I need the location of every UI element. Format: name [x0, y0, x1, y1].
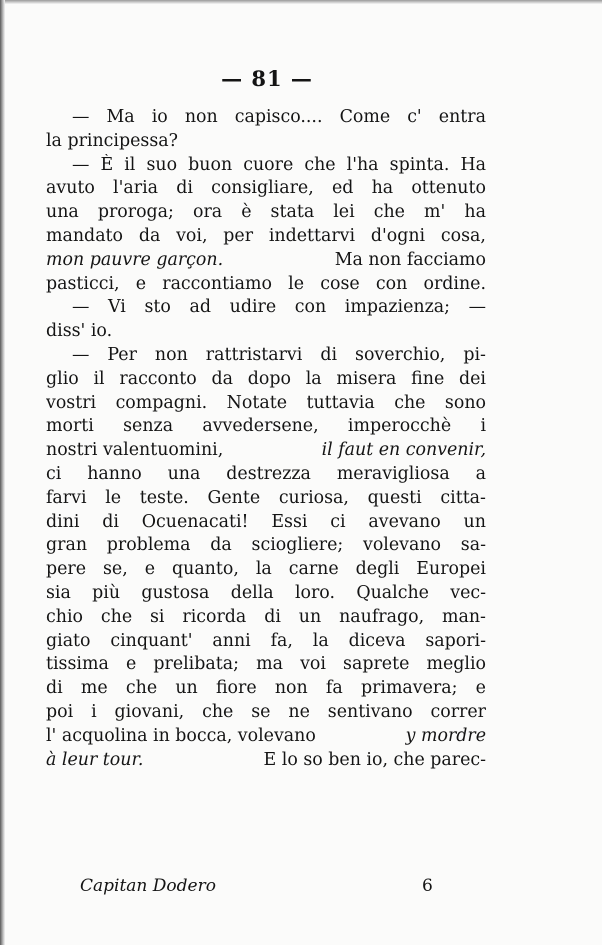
- word: cose: [320, 273, 360, 294]
- text-span: l' acquolina in bocca, volevano: [46, 725, 322, 746]
- word: impazienza;: [344, 297, 450, 318]
- word: l'aria: [113, 178, 159, 199]
- text-span: Ma non facciamo: [329, 249, 486, 270]
- word: raccontiamo: [162, 273, 272, 294]
- word: volevano: [363, 535, 442, 556]
- text-line: [46, 511, 486, 535]
- text-line: [46, 439, 486, 463]
- word: mandato: [46, 225, 124, 246]
- word: per: [223, 225, 254, 246]
- word: le: [288, 273, 305, 294]
- word: gustosa: [141, 582, 210, 603]
- italic-span: à leur tour.: [46, 749, 144, 770]
- word: correr: [430, 701, 486, 722]
- word: man-: [442, 606, 486, 627]
- word: racconto: [119, 368, 197, 389]
- text-line: [46, 368, 486, 392]
- text-line: [46, 154, 486, 178]
- word: consigliare,: [211, 178, 314, 199]
- word: non: [184, 107, 218, 127]
- word: farvi: [46, 487, 87, 508]
- word: questi: [367, 487, 422, 508]
- page-binding-shadow: [0, 0, 5, 945]
- word: compagni.: [115, 392, 208, 413]
- word: spinta.: [389, 154, 450, 175]
- word: sono: [444, 392, 486, 413]
- word: di: [176, 178, 193, 199]
- word: la: [255, 559, 272, 580]
- text-line: [46, 749, 486, 773]
- word: dei: [459, 368, 486, 389]
- word: la: [312, 630, 329, 651]
- word: della: [230, 582, 274, 603]
- word: stata: [270, 202, 315, 223]
- word: meravigliosa: [336, 463, 450, 484]
- word: anni: [212, 630, 251, 651]
- word: glio: [46, 368, 79, 389]
- word: cinquant': [110, 630, 193, 651]
- word: e: [475, 678, 486, 699]
- italic-span: il faut en convenir,: [321, 440, 486, 461]
- word: naufrago,: [339, 606, 425, 627]
- word: sa-: [460, 535, 486, 556]
- text-line: [46, 701, 486, 725]
- word: ne: [288, 701, 310, 722]
- word: giato: [46, 630, 91, 651]
- text-line: [46, 273, 486, 297]
- word: giovani,: [114, 701, 185, 722]
- word: —: [468, 297, 486, 318]
- word: vec-: [450, 582, 486, 603]
- text-line: [46, 582, 486, 606]
- word: e: [125, 654, 137, 675]
- word: carne: [288, 559, 339, 580]
- page-top-edge: [0, 0, 602, 4]
- word: fiore: [215, 678, 257, 699]
- word: un: [175, 678, 198, 699]
- word: d'ogni: [370, 225, 426, 246]
- word: non: [274, 678, 308, 699]
- word: che: [304, 154, 336, 175]
- word: l'ha: [346, 154, 379, 175]
- word: loro.: [294, 582, 335, 603]
- text-line: la principessa?: [46, 130, 178, 151]
- word: capisco....: [234, 107, 323, 127]
- word: ricorda: [182, 606, 247, 627]
- word: i: [480, 416, 486, 437]
- word: di: [320, 344, 338, 365]
- word: con: [294, 297, 327, 318]
- word: —: [72, 344, 90, 365]
- word: primavera;: [360, 678, 458, 699]
- word: e: [144, 559, 156, 580]
- word: di: [102, 511, 119, 532]
- word: —: [72, 107, 90, 127]
- word: voi,: [176, 225, 208, 246]
- word: se: [251, 701, 271, 722]
- word: avevano: [368, 511, 441, 532]
- word: vostri: [46, 392, 97, 413]
- word: teste.: [139, 487, 189, 508]
- word: pi-: [463, 344, 486, 365]
- text-line: [46, 201, 486, 225]
- word: problema: [106, 535, 191, 556]
- word: ed: [331, 178, 354, 199]
- word: saprete: [343, 654, 410, 675]
- word: sciogliere;: [251, 535, 344, 556]
- word: sia: [46, 582, 71, 603]
- word: le: [105, 487, 122, 508]
- word: un: [298, 606, 322, 627]
- text-line: [46, 487, 486, 511]
- word: Ma: [106, 107, 135, 127]
- text-span: nostri valentuomini,: [46, 440, 229, 461]
- word: c': [407, 107, 422, 127]
- word: fa: [325, 678, 343, 699]
- word: non: [154, 344, 188, 365]
- word: ha: [371, 178, 394, 199]
- word: Come: [339, 107, 391, 127]
- word: tuttavia: [306, 392, 375, 413]
- word: me: [80, 678, 108, 699]
- word: indettarvi: [268, 225, 356, 246]
- word: sapori-: [425, 630, 486, 651]
- word: ha: [464, 202, 486, 223]
- word: io: [151, 107, 168, 127]
- word: curiosa,: [278, 487, 349, 508]
- word: il: [124, 154, 136, 175]
- word: più: [92, 582, 121, 603]
- word: hanno: [87, 463, 142, 484]
- italic-span: mon pauvre garçon.: [46, 249, 224, 270]
- text-line: [46, 392, 486, 416]
- word: citta-: [440, 487, 486, 508]
- word: che: [373, 202, 405, 223]
- word: chio: [46, 606, 83, 627]
- word: dopo: [247, 368, 291, 389]
- text-line: [46, 225, 486, 249]
- word: rattristarvi: [205, 344, 303, 365]
- word: buon: [188, 154, 233, 175]
- word: imperocchè: [347, 416, 452, 437]
- word: soverchio,: [355, 344, 446, 365]
- text-line: diss' io.: [46, 321, 113, 342]
- word: ordine.: [423, 273, 486, 294]
- word: Qualche: [356, 582, 429, 603]
- word: lei: [333, 202, 355, 223]
- text-line: [46, 296, 486, 320]
- word: si: [150, 606, 165, 627]
- word: con: [375, 273, 408, 294]
- word: pasticci,: [46, 273, 120, 294]
- word: di: [264, 606, 281, 627]
- word: fa,: [270, 630, 293, 651]
- word: degli: [355, 559, 400, 580]
- word: meglio: [426, 654, 486, 675]
- word: destrezza: [226, 463, 311, 484]
- word: fine: [411, 368, 445, 389]
- word: morti: [46, 416, 94, 437]
- word: sentivano: [327, 701, 413, 722]
- word: senza: [123, 416, 174, 437]
- text-line: [46, 106, 486, 130]
- word: tissima: [46, 654, 109, 675]
- page-number: — 81 —: [221, 66, 313, 91]
- word: È: [100, 154, 114, 175]
- word: Ha: [460, 154, 486, 175]
- signature-number: 6: [422, 876, 433, 896]
- italic-span: y mordre: [405, 725, 486, 746]
- word: è: [241, 202, 252, 223]
- text-span: E lo so ben io, che parec-: [258, 749, 486, 770]
- word: ad: [189, 297, 211, 318]
- word: gran: [46, 535, 88, 556]
- word: Gente: [207, 487, 261, 508]
- word: quanto,: [171, 559, 239, 580]
- word: i: [91, 701, 97, 722]
- word: se,: [103, 559, 128, 580]
- word: che: [100, 606, 133, 627]
- text-line: [46, 344, 486, 368]
- word: Notate: [226, 392, 287, 413]
- word: —: [72, 154, 90, 175]
- word: Per: [107, 344, 137, 365]
- word: Vi: [108, 297, 126, 318]
- word: suo: [146, 154, 178, 175]
- text-line: [46, 677, 486, 701]
- word: dini: [46, 511, 80, 532]
- word: pere: [46, 559, 87, 580]
- word: ci: [330, 511, 346, 532]
- signature-title: Capitan Dodero: [80, 876, 216, 896]
- text-line: [46, 558, 486, 582]
- word: una: [46, 202, 79, 223]
- text-line: [46, 606, 486, 630]
- text-line: [46, 630, 486, 654]
- word: Europei: [416, 559, 486, 580]
- word: di: [46, 678, 63, 699]
- body-text: [46, 106, 486, 772]
- word: proroga;: [97, 202, 174, 223]
- text-line: [46, 534, 486, 558]
- word: Essi: [271, 511, 308, 532]
- word: che: [394, 392, 426, 413]
- word: ma: [256, 654, 283, 675]
- word: m': [424, 202, 446, 223]
- word: cosa,: [440, 225, 486, 246]
- word: poi: [46, 701, 74, 722]
- word: un: [463, 511, 486, 532]
- word: ora: [192, 202, 223, 223]
- word: la: [305, 368, 322, 389]
- word: entra: [438, 107, 486, 127]
- word: da: [210, 535, 232, 556]
- word: avvedersene,: [202, 416, 319, 437]
- word: e: [135, 273, 147, 294]
- text-line: [46, 415, 486, 439]
- word: a: [475, 463, 486, 484]
- text-line: [46, 725, 486, 749]
- word: cuore: [243, 154, 294, 175]
- word: udire: [229, 297, 277, 318]
- text-line: [46, 177, 486, 201]
- word: il: [93, 368, 105, 389]
- word: avuto: [46, 178, 95, 199]
- word: diceva: [348, 630, 406, 651]
- word: misera: [336, 368, 397, 389]
- word: ottenuto: [411, 178, 486, 199]
- text-line: [46, 249, 486, 273]
- word: sto: [144, 297, 171, 318]
- word: prelibata;: [153, 654, 239, 675]
- word: da: [138, 225, 161, 246]
- word: che: [202, 701, 234, 722]
- text-line: [46, 653, 486, 677]
- word: ci: [46, 463, 62, 484]
- word: —: [72, 297, 90, 318]
- page-footer: [80, 874, 440, 898]
- word: voi: [300, 654, 326, 675]
- word: che: [125, 678, 158, 699]
- word: una: [167, 463, 201, 484]
- word: Ocuenacati!: [141, 511, 249, 532]
- word: da: [211, 368, 233, 389]
- text-line: [46, 463, 486, 487]
